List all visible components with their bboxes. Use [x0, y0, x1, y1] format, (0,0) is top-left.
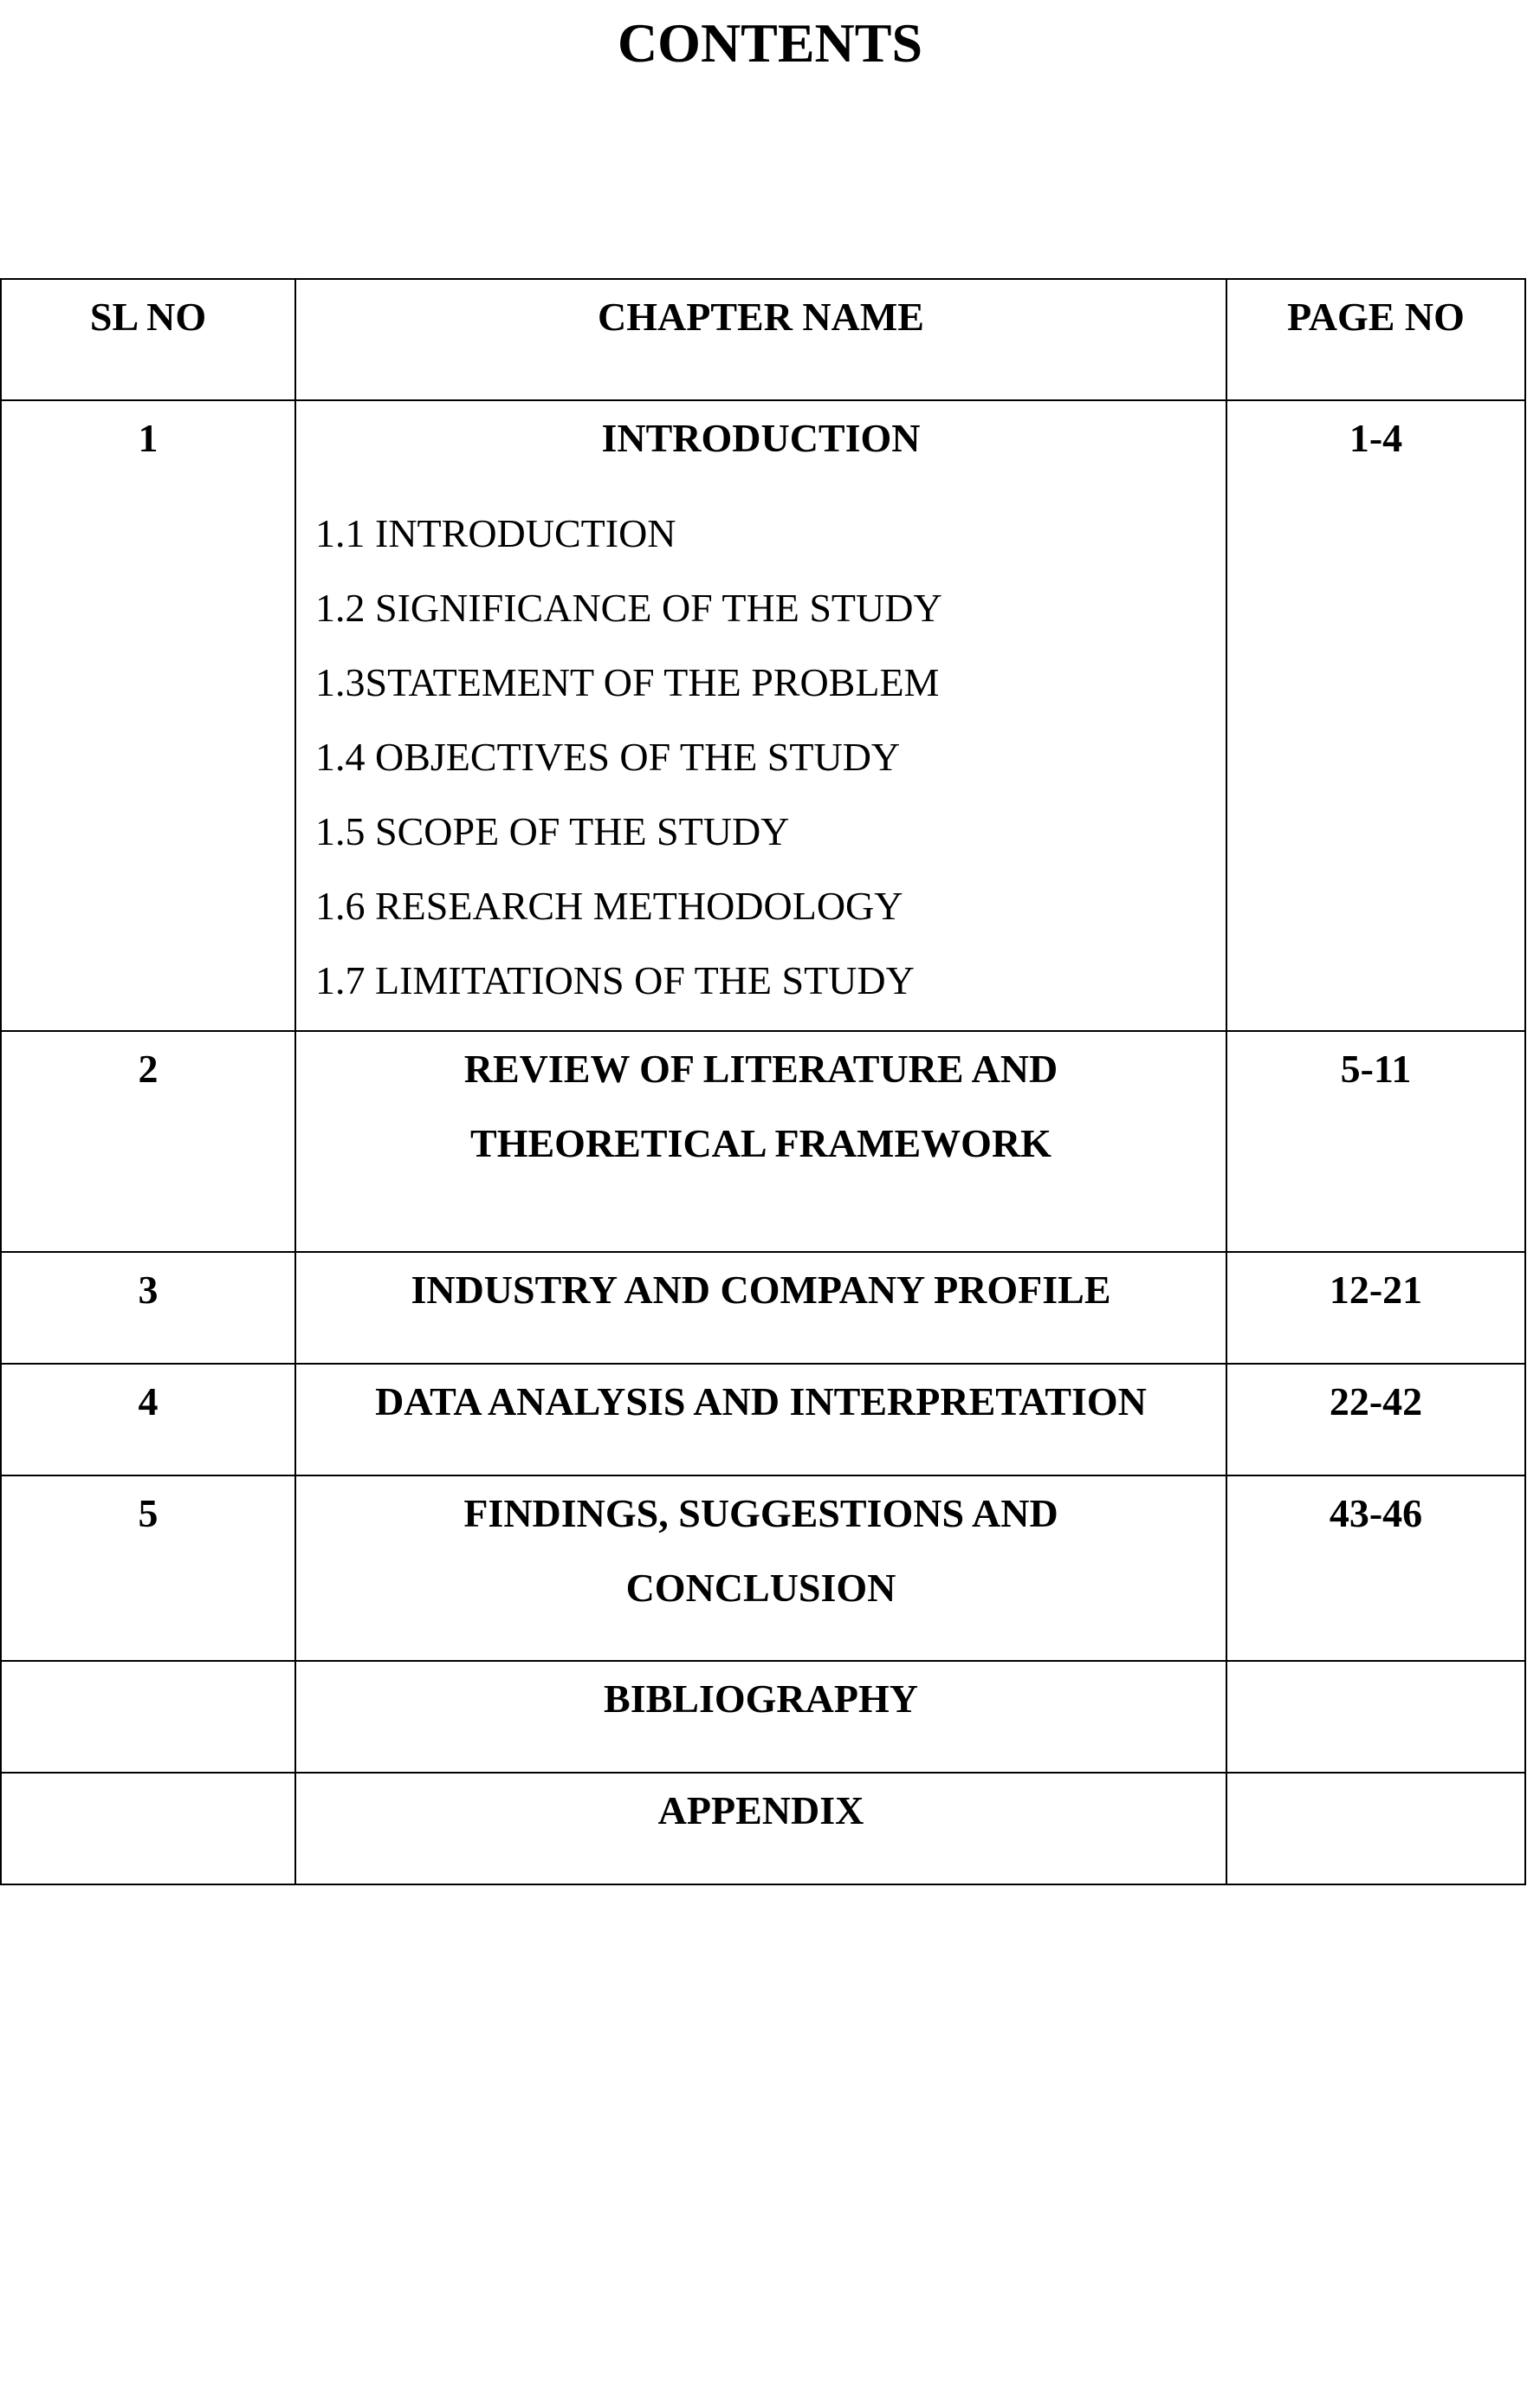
chapter-title-line: THEORETICAL FRAMEWORK: [470, 1121, 1051, 1165]
table-row: [1, 1773, 1525, 1884]
table-row: [1, 1252, 1525, 1364]
subsection-item: 1.4 OBJECTIVES OF THE STUDY: [315, 735, 901, 779]
chapter-name-cell: [295, 1475, 1226, 1661]
header-sl-no: SL NO: [1, 279, 295, 400]
subsection-item: 1.7 LIMITATIONS OF THE STUDY: [315, 958, 915, 1002]
chapter-name-cell: [295, 400, 1226, 1031]
subsection-item: 1.3STATEMENT OF THE PROBLEM: [315, 660, 940, 704]
page-no-cell: 5-11: [1226, 1031, 1525, 1252]
sl-no-cell: 5: [1, 1475, 295, 1661]
sl-no-cell: [1, 1661, 295, 1773]
chapter-name-cell: BIBLIOGRAPHY: [295, 1661, 1226, 1773]
page-title: CONTENTS: [617, 12, 923, 74]
chapter-title: INTRODUCTION: [601, 416, 921, 460]
sl-no-cell: 4: [1, 1364, 295, 1475]
page-no-cell: 1-4: [1226, 400, 1525, 1031]
chapter-name-cell: APPENDIX: [295, 1773, 1226, 1884]
table-row: [1, 400, 1525, 1031]
table-row: [1, 1475, 1525, 1661]
page-no-cell: 12-21: [1226, 1252, 1525, 1364]
chapter-title-line: REVIEW OF LITERATURE AND: [463, 1047, 1058, 1091]
page-no-cell: [1226, 1661, 1525, 1773]
page-no-cell: 22-42: [1226, 1364, 1525, 1475]
table-header-row: [1, 279, 1525, 400]
subsection-list: [296, 496, 1226, 1018]
table-row: [1, 1661, 1525, 1773]
subsection-item: 1.2 SIGNIFICANCE OF THE STUDY: [315, 586, 942, 630]
chapter-name-cell: DATA ANALYSIS AND INTERPRETATION: [295, 1364, 1226, 1475]
page-no-cell: 43-46: [1226, 1475, 1525, 1661]
contents-table: [0, 278, 1526, 1885]
sl-no-cell: 1: [1, 400, 295, 1031]
sl-no-cell: [1, 1773, 295, 1884]
page-no-cell: [1226, 1773, 1525, 1884]
chapter-title-line: FINDINGS, SUGGESTIONS AND: [463, 1491, 1058, 1535]
subsection-item: 1.5 SCOPE OF THE STUDY: [315, 809, 790, 853]
header-chapter-name: CHAPTER NAME: [295, 279, 1226, 400]
chapter-name-cell: [295, 1031, 1226, 1252]
header-page-no: PAGE NO: [1226, 279, 1525, 400]
chapter-title-line: CONCLUSION: [625, 1566, 896, 1610]
sl-no-cell: 3: [1, 1252, 295, 1364]
sl-no-cell: 2: [1, 1031, 295, 1252]
chapter-name-cell: INDUSTRY AND COMPANY PROFILE: [295, 1252, 1226, 1364]
subsection-item: 1.6 RESEARCH METHODOLOGY: [315, 884, 903, 928]
table-row: [1, 1031, 1525, 1252]
table-row: [1, 1364, 1525, 1475]
subsection-item: 1.1 INTRODUCTION: [315, 511, 676, 555]
